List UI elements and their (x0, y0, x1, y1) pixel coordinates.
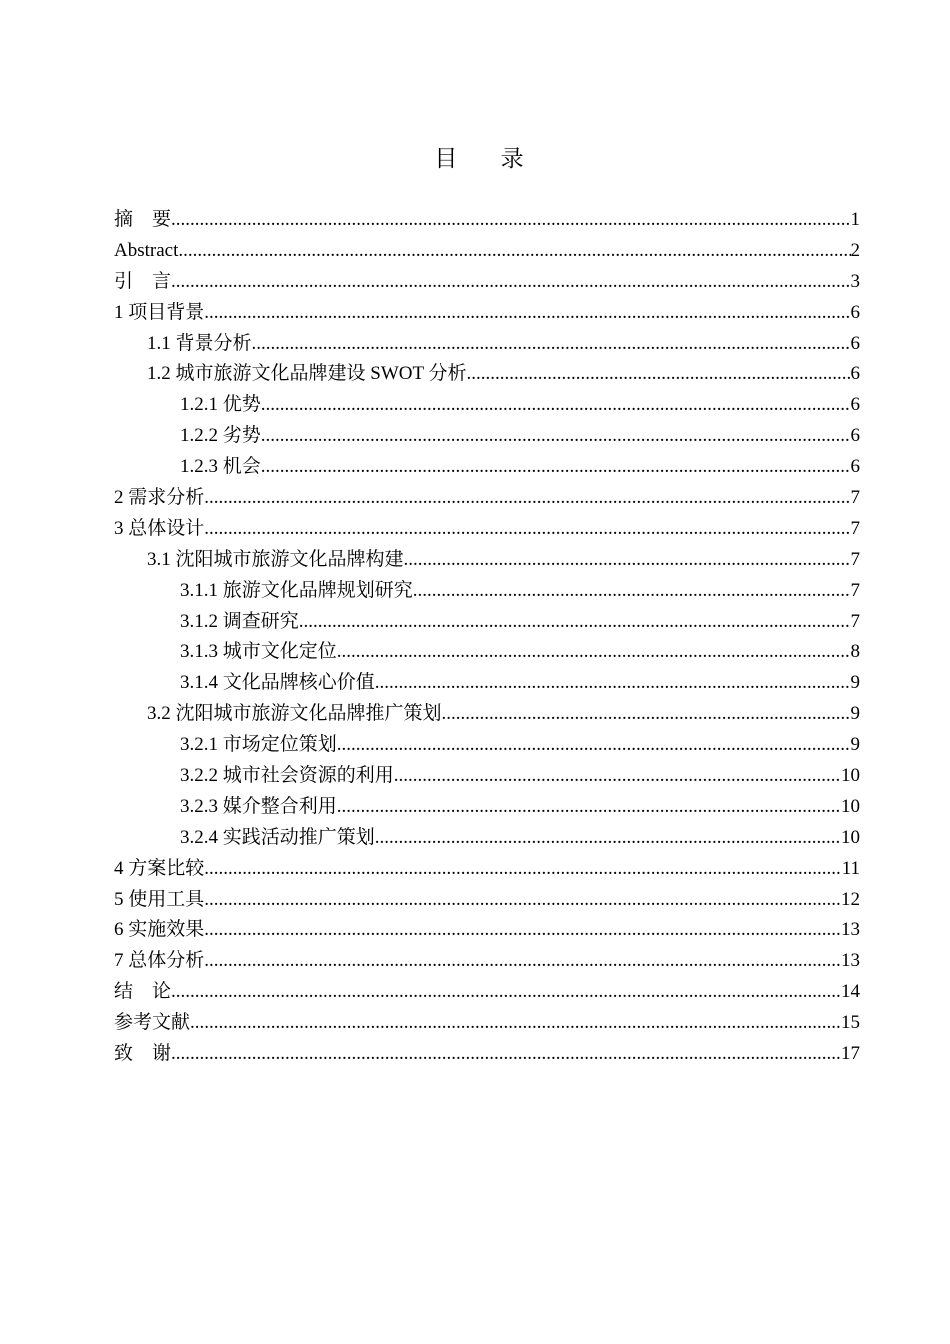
toc-entry-page: 14 (841, 981, 860, 1003)
toc-entry-3-2-3[interactable] (114, 792, 860, 823)
toc-entry-3[interactable] (114, 514, 860, 545)
toc-entry-1-2-1[interactable] (114, 390, 860, 421)
toc-entry-label: 1.1 背景分析 (147, 332, 252, 354)
toc-dot-leader (375, 668, 851, 699)
toc-entry-abstract-en[interactable] (114, 236, 860, 267)
toc-dot-leader (261, 421, 851, 452)
toc-entry-label: 1 项目背景 (114, 301, 205, 323)
toc-dot-leader (204, 854, 841, 885)
toc-entry-page: 6 (850, 456, 860, 478)
toc-entry-1[interactable] (114, 298, 860, 329)
toc-entry-page: 9 (850, 734, 860, 756)
toc-dot-leader (204, 298, 850, 329)
toc-entry-conclusion[interactable] (114, 977, 860, 1008)
toc-entry-page: 13 (841, 919, 860, 941)
toc-dot-leader (413, 576, 851, 607)
toc-dot-leader (204, 915, 841, 946)
toc-dot-leader (204, 483, 850, 514)
toc-dot-leader (190, 1008, 841, 1039)
toc-entry-3-1-1[interactable] (114, 576, 860, 607)
toc-entry-page: 10 (841, 826, 860, 848)
toc-dot-leader (261, 390, 851, 421)
toc-dot-leader (171, 1039, 841, 1070)
toc-dot-leader (442, 699, 851, 730)
toc-dot-leader (252, 329, 851, 360)
toc-entry-acknowledgements[interactable] (114, 1039, 860, 1070)
toc-dot-leader (204, 885, 841, 916)
toc-dot-leader (261, 452, 851, 483)
toc-entry-label: 4 方案比较 (114, 857, 205, 879)
toc-entry-1-2[interactable] (114, 359, 860, 390)
toc-entry-1-1[interactable] (114, 329, 860, 360)
toc-entry-label: 2 需求分析 (114, 487, 205, 509)
toc-entry-label: 6 实施效果 (114, 919, 205, 941)
toc-entry-1-2-2[interactable] (114, 421, 860, 452)
toc-entry-page: 2 (850, 239, 860, 261)
toc-entry-page: 9 (850, 672, 860, 694)
toc-entry-3-1-4[interactable] (114, 668, 860, 699)
toc-entry-3-2-1[interactable] (114, 730, 860, 761)
toc-dot-leader (171, 205, 850, 236)
toc-entry-3-1[interactable] (114, 545, 860, 576)
toc-entry-label: 1.2.3 机会 (180, 456, 261, 478)
toc-dot-leader (337, 730, 851, 761)
toc-dot-leader (467, 359, 851, 390)
toc-entry-page: 1 (850, 209, 860, 230)
toc-entry-page: 6 (850, 425, 860, 447)
toc-entry-label: 3.2.2 城市社会资源的利用 (180, 765, 394, 787)
toc-dot-leader (337, 792, 841, 823)
toc-entry-label: 1.2.2 劣势 (180, 425, 261, 447)
toc-entry-label: Abstract (114, 239, 179, 261)
toc-entry-5[interactable] (114, 885, 860, 916)
toc-entry-label: 参考文献 (114, 1012, 191, 1034)
toc-dot-leader (404, 545, 851, 576)
toc-entry-3-2-2[interactable] (114, 761, 860, 792)
toc-entry-label: 引 言 (114, 270, 172, 292)
toc-dot-leader (171, 977, 841, 1008)
toc-entry-page: 8 (850, 641, 860, 663)
toc-entry-2[interactable] (114, 483, 860, 514)
toc-entry-label: 3.1.3 城市文化定位 (180, 641, 337, 663)
toc-dot-leader (204, 946, 841, 977)
toc-entry-page: 13 (841, 950, 860, 972)
toc-entry-abstract-cn[interactable] (114, 205, 860, 236)
toc-entry-page: 15 (841, 1012, 860, 1034)
toc-entry-3-2-4[interactable] (114, 823, 860, 854)
toc-entry-page: 7 (850, 487, 860, 509)
toc-entry-references[interactable] (114, 1008, 860, 1039)
toc-entry-page: 10 (841, 765, 860, 787)
toc-entry-label: 3.2.4 实践活动推广策划 (180, 826, 375, 848)
toc-entry-6[interactable] (114, 915, 860, 946)
toc-title: 目 录 (434, 146, 542, 172)
toc-entry-label: 3.2.3 媒介整合利用 (180, 795, 337, 817)
toc-list (114, 205, 860, 1070)
toc-entry-3-1-3[interactable] (114, 637, 860, 668)
toc-dot-leader (375, 823, 841, 854)
toc-entry-label: 3.1.4 文化品牌核心价值 (180, 672, 375, 694)
toc-entry-page: 6 (850, 394, 860, 416)
toc-entry-page: 6 (850, 332, 860, 354)
toc-entry-page: 12 (841, 888, 860, 910)
toc-entry-page: 7 (850, 548, 860, 570)
toc-entry-1-2-3[interactable] (114, 452, 860, 483)
toc-entry-label: 1.2.1 优势 (180, 394, 261, 416)
toc-entry-label: 3.2 沈阳城市旅游文化品牌推广策划 (147, 703, 442, 725)
toc-entry-label: 摘 要 (114, 209, 172, 230)
toc-entry-label: 5 使用工具 (114, 888, 205, 910)
toc-dot-leader (178, 236, 850, 267)
toc-entry-label: 1.2 城市旅游文化品牌建设 SWOT 分析 (147, 363, 467, 385)
toc-entry-label: 3.1.1 旅游文化品牌规划研究 (180, 579, 413, 601)
toc-entry-page: 9 (850, 703, 860, 725)
toc-entry-page: 7 (850, 579, 860, 601)
toc-entry-label: 7 总体分析 (114, 950, 205, 972)
toc-entry-4[interactable] (114, 854, 860, 885)
toc-dot-leader (299, 607, 851, 638)
toc-entry-page: 6 (850, 301, 860, 323)
toc-entry-3-2[interactable] (114, 699, 860, 730)
toc-entry-introduction[interactable] (114, 267, 860, 298)
toc-entry-page: 10 (841, 795, 860, 817)
toc-entry-page: 7 (850, 610, 860, 632)
toc-entry-page: 7 (850, 517, 860, 539)
toc-dot-leader (171, 267, 850, 298)
toc-dot-leader (394, 761, 841, 792)
toc-entry-page: 3 (850, 270, 860, 292)
toc-entry-page: 11 (841, 857, 860, 879)
toc-entry-page: 6 (850, 363, 860, 385)
toc-entry-page: 17 (841, 1043, 860, 1065)
toc-entry-label: 3 总体设计 (114, 517, 205, 539)
toc-entry-3-1-2[interactable] (114, 607, 860, 638)
toc-entry-label: 致 谢 (114, 1043, 172, 1065)
toc-entry-label: 3.1 沈阳城市旅游文化品牌构建 (147, 548, 404, 570)
toc-entry-label: 3.1.2 调查研究 (180, 610, 299, 632)
toc-dot-leader (337, 637, 851, 668)
toc-entry-7[interactable] (114, 946, 860, 977)
toc-entry-label: 3.2.1 市场定位策划 (180, 734, 337, 756)
toc-dot-leader (204, 514, 850, 545)
toc-entry-label: 结 论 (114, 981, 172, 1003)
